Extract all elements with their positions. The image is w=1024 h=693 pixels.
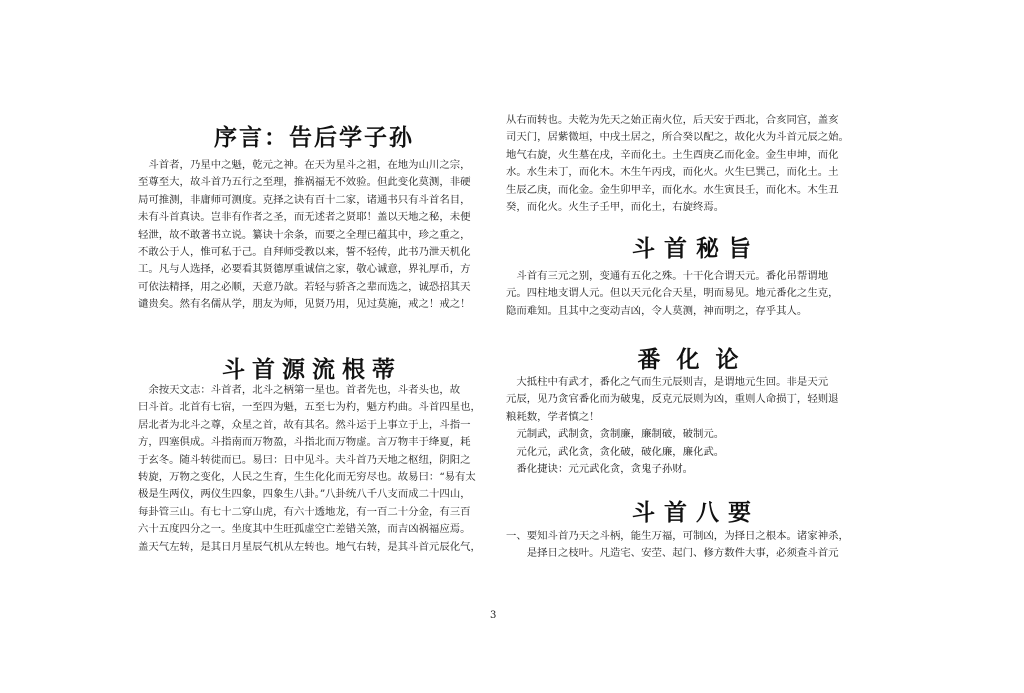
text-line: 谴贵矣。然有名儒从学，朋友为师，见贤乃用，见过莫施，戒之！戒之！ <box>138 298 471 311</box>
text-line: 元辰，见乃贪官番化而为破鬼，反克元辰则为凶，重则人命损丁，轻则退 <box>506 393 839 406</box>
text-line: 曰斗首。北首有七宿，一至四为魁，五至七为杓，魁方杓曲。斗首四星也， <box>138 401 481 414</box>
text-line: 不敢公于人，惟可私于己。自拜师受教以来，誓不轻传，此书乃泄天机化 <box>138 245 471 258</box>
continued-text <box>506 112 886 216</box>
text-line: 大抵柱中有武才，番化之气而生元辰则吉，是谓地元生回。非是天元 <box>506 376 829 388</box>
text-line: 从右而转也。夫乾为先天之始正南火位，后天安于西北，合亥同宫，盖亥 <box>506 114 839 126</box>
text-line: 局可推测，非庸师可测度。克择之诀有百十二家，诸通书只有斗首名目， <box>138 193 471 206</box>
text-line: 元化元，武化贪，贪化破，破化廉，廉化武。 <box>506 445 725 458</box>
text-line: 方，四塞俱成。斗指南而万物盈，斗指北而万物虚。言万物丰于绛夏，耗 <box>138 436 471 449</box>
text-line: 隐而难知。且其中之变动吉凶，令人莫测，神而明之，存乎其人。 <box>506 304 808 317</box>
preface-text <box>138 157 486 314</box>
text-line: 于玄冬。随斗转徙而已。易曰：日中见斗。夫斗首乃天地之枢纽，阴阳之 <box>138 453 471 466</box>
origin-heading: 斗首源流根蒂 <box>222 357 402 383</box>
text-line: 极是生两仪，两仪生四象，四象生八卦。”八卦统八千八支而成二十四山， <box>138 488 471 501</box>
origin-text <box>138 382 486 556</box>
text-line: 未有斗首真诀。岂非有作者之圣，而无述者之贤耶！盖以天地之秘，未便 <box>138 211 471 224</box>
text-line: 转旋，万物之变化，人民之生育，生生化化而无穷尽也。故易曰：“易有太 <box>138 470 476 483</box>
text-line: 癸，而化火。火生子壬甲，而化土，右旋终焉。 <box>506 200 725 213</box>
text-line: 轻泄，故不敢著书立说。纂诀十余条，而要之全理已蕴其中，珍之重之， <box>138 228 471 241</box>
fanhua-text <box>506 374 886 478</box>
preface-heading: 序言：告后学子孙 <box>214 125 414 151</box>
text-line: 居北者为北斗之尊，众星之首，故有其名。然斗运于上事立于上，斗指一 <box>138 418 471 431</box>
eight-essentials-heading: 斗首八要 <box>632 500 760 526</box>
text-line: 工。凡与人选择，必要看其贤德厚重诚信之家，敬心诚意，界礼厚币，方 <box>138 263 471 276</box>
text-line: 元。四柱地支谓人元。但以天元化合天星，明而易见。地元番化之生克， <box>506 287 839 300</box>
text-line: 斗首有三元之别，变通有五化之殊。十干化合谓天元。番化吊帮谓地 <box>506 270 829 282</box>
fanhua-heading: 番化论 <box>637 347 755 373</box>
eight-essentials-text <box>506 528 886 563</box>
text-line: 盖天气左转，是其日月星辰气机从左转也。地气右转，是其斗首元辰化气， <box>138 540 481 553</box>
text-line: 番化捷诀：元元武化贪，贪鬼子孙财。 <box>506 462 694 475</box>
text-line: 水。水生未丁，而化木。木生午丙戌，而化火。火生巳巽己，而化土。土 <box>506 166 839 179</box>
text-line: 司天门，居紫微垣，中戌土居之，所合癸以配之，故化火为斗首元辰之始。 <box>506 131 849 144</box>
text-line: 一、要知斗首乃天之斗柄，能生万福，可制凶，为择日之根本。诸家神杀， <box>506 530 849 542</box>
page-number: 3 <box>490 610 497 621</box>
text-line: 斗首者，乃星中之魁，乾元之神。在天为星斗之祖，在地为山川之宗， <box>138 159 471 171</box>
text-line: 六十五度四分之一。坐度其中生旺孤虚空亡差错关煞，而吉凶祸福应焉。 <box>138 523 471 536</box>
text-line: 余按天文志：斗首者，北斗之柄第一星也。首者先也，斗者头也，故 <box>138 384 461 396</box>
text-line: 生辰乙庚，而化金。金生卯甲辛，而化水。水生寅艮壬，而化木。木生丑 <box>506 183 839 196</box>
text-line: 可依法精择，用之必顺，天意乃歆。若轻与骄吝之辈而选之，诚恐招其天 <box>138 280 471 293</box>
text-line: 是择日之枝叶。凡造宅、安茔、起门、修方数件大事，必须查斗首元 <box>506 547 839 560</box>
text-line: 粮耗数，学者慎之！ <box>506 410 600 423</box>
text-line: 地气右旋，火生墓在戌，辛而化土。土生酉庚乙而化金。金生申坤，而化 <box>506 148 839 161</box>
text-line: 至尊至大，故斗首乃五行之至理，推祸福无不效验。但此变化莫测，非硬 <box>138 176 471 189</box>
text-line: 每卦管三山。有七十二穿山虎，有六十透地龙，有一百二十分金，有三百 <box>138 505 471 518</box>
secret-text <box>506 268 886 320</box>
secret-heading: 斗首秘旨 <box>632 236 760 262</box>
text-line: 元制武，武制贪，贪制廉，廉制破，破制元。 <box>506 428 725 441</box>
